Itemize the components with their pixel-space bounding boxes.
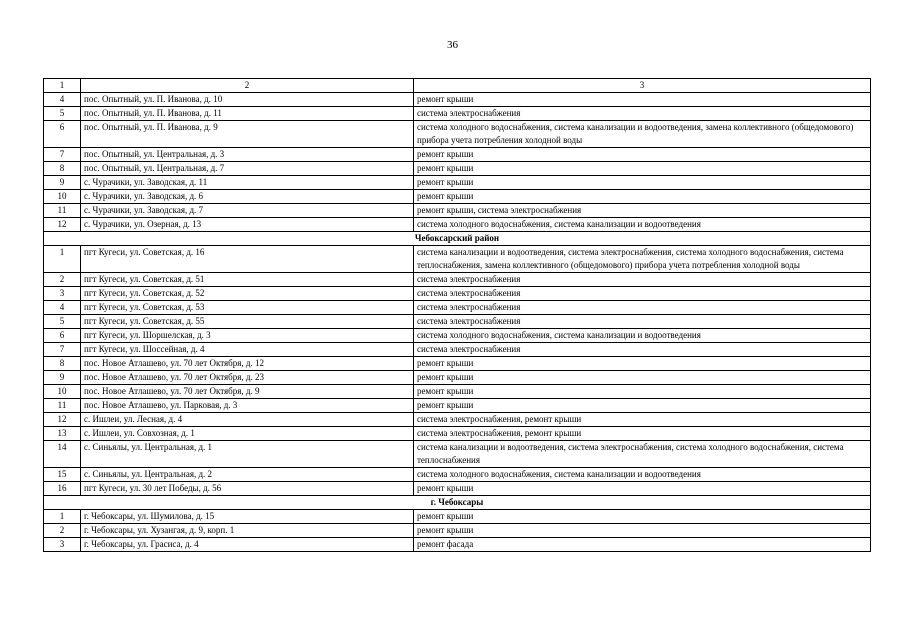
row-work-type: ремонт крыши — [414, 176, 871, 190]
row-work-type: система холодного водоснабжения, система канализации и водоотведения — [414, 329, 871, 343]
row-number: 2 — [44, 273, 81, 287]
table-row — [44, 107, 871, 121]
row-address: пос. Опытный, ул. П. Иванова, д. 10 — [81, 93, 414, 107]
row-number: 10 — [44, 385, 81, 399]
section-header-row — [44, 496, 871, 510]
row-work-type: ремонт крыши — [414, 399, 871, 413]
section-header-row — [44, 232, 871, 246]
table-row — [44, 162, 871, 176]
row-address: пгт Кугеси, ул. Советская, д. 51 — [81, 273, 414, 287]
row-work-type: система электроснабжения — [414, 301, 871, 315]
row-number: 3 — [44, 287, 81, 301]
table-row — [44, 538, 871, 552]
row-work-type: система электроснабжения — [414, 315, 871, 329]
row-address: с. Ишлеи, ул. Лесная, д. 4 — [81, 413, 414, 427]
table-row — [44, 273, 871, 287]
row-work-type: система электроснабжения, ремонт крыши — [414, 427, 871, 441]
row-address: г. Чебоксары, ул. Хузангая, д. 9, корп. 1 — [81, 524, 414, 538]
row-address: с. Ишлеи, ул. Совхозная, д. 1 — [81, 427, 414, 441]
row-number: 5 — [44, 107, 81, 121]
table-body — [44, 79, 871, 552]
row-address: пос. Опытный, ул. П. Иванова, д. 11 — [81, 107, 414, 121]
row-number: 5 — [44, 315, 81, 329]
row-address: пос. Опытный, ул. Центральная, д. 7 — [81, 162, 414, 176]
row-number: 12 — [44, 218, 81, 232]
table-row — [44, 329, 871, 343]
row-address: с. Чурачики, ул. Озерная, д. 13 — [81, 218, 414, 232]
row-address: пос. Новое Атлашево, ул. 70 лет Октября, д. 12 — [81, 357, 414, 371]
row-address: г. Чебоксары, ул. Грасиса, д. 4 — [81, 538, 414, 552]
row-number: 8 — [44, 162, 81, 176]
table-row — [44, 218, 871, 232]
row-work-type: ремонт крыши — [414, 482, 871, 496]
row-number: 1 — [44, 246, 81, 273]
table-row — [44, 524, 871, 538]
row-work-type: система электроснабжения — [414, 273, 871, 287]
table-row — [44, 315, 871, 329]
row-address: пос. Опытный, ул. Центральная, д. 3 — [81, 148, 414, 162]
row-work-type: система электроснабжения — [414, 107, 871, 121]
row-address: г. Чебоксары, ул. Шумилова, д. 15 — [81, 510, 414, 524]
row-address: пгт Кугеси, ул. Шоршелская, д. 3 — [81, 329, 414, 343]
table-row — [44, 343, 871, 357]
table-row — [44, 413, 871, 427]
row-address: с. Чурачики, ул. Заводская, д. 11 — [81, 176, 414, 190]
page-number: 36 — [447, 39, 458, 51]
row-number: 15 — [44, 468, 81, 482]
row-work-type: система электроснабжения — [414, 287, 871, 301]
table-row — [44, 468, 871, 482]
row-work-type: ремонт крыши, система электроснабжения — [414, 204, 871, 218]
row-number: 9 — [44, 176, 81, 190]
section-title: Чебоксарский район — [44, 232, 871, 246]
row-number: 10 — [44, 190, 81, 204]
row-number: 14 — [44, 441, 81, 468]
row-address: пгт Кугеси, ул. Советская, д. 53 — [81, 301, 414, 315]
table-row — [44, 427, 871, 441]
header-col-2: 2 — [81, 79, 414, 93]
table-row — [44, 93, 871, 107]
table-row — [44, 510, 871, 524]
row-address: пгт Кугеси, ул. Шоссейная, д. 4 — [81, 343, 414, 357]
repair-program-table — [43, 78, 871, 552]
row-number: 4 — [44, 93, 81, 107]
table-row — [44, 190, 871, 204]
header-row — [44, 79, 871, 93]
row-work-type: система канализации и водоотведения, система электроснабжения, система холодного водоснабжения, система теплоснабжения — [414, 441, 871, 468]
table-row — [44, 148, 871, 162]
row-work-type: система канализации и водоотведения, система электроснабжения, система холодного водоснабжения, система теплоснабжения, замена коллективного (общедомового) прибора учета потребления холодной воды — [414, 246, 871, 273]
row-address: пос. Новое Атлашево, ул. Парковая, д. 3 — [81, 399, 414, 413]
table-row — [44, 371, 871, 385]
table-row — [44, 176, 871, 190]
row-work-type: ремонт крыши — [414, 190, 871, 204]
row-number: 6 — [44, 329, 81, 343]
row-number: 9 — [44, 371, 81, 385]
table-row — [44, 204, 871, 218]
row-number: 11 — [44, 399, 81, 413]
table-row — [44, 357, 871, 371]
row-address: пос. Новое Атлашево, ул. 70 лет Октября, д. 23 — [81, 371, 414, 385]
table-row — [44, 385, 871, 399]
row-work-type: ремонт крыши — [414, 93, 871, 107]
row-number: 3 — [44, 538, 81, 552]
row-work-type: ремонт фасада — [414, 538, 871, 552]
row-number: 13 — [44, 427, 81, 441]
row-address: пгт Кугеси, ул. Советская, д. 16 — [81, 246, 414, 273]
table-row — [44, 482, 871, 496]
row-work-type: ремонт крыши — [414, 371, 871, 385]
row-address: с. Синьялы, ул. Центральная, д. 1 — [81, 441, 414, 468]
header-col-3: 3 — [414, 79, 871, 93]
row-work-type: ремонт крыши — [414, 148, 871, 162]
table-row — [44, 441, 871, 468]
row-number: 4 — [44, 301, 81, 315]
row-number: 7 — [44, 343, 81, 357]
row-work-type: система холодного водоснабжения, система канализации и водоотведения, замена коллективного (общедомового) прибора учета потребления холодной воды — [414, 121, 871, 148]
row-number: 11 — [44, 204, 81, 218]
row-number: 8 — [44, 357, 81, 371]
row-number: 12 — [44, 413, 81, 427]
row-work-type: система холодного водоснабжения, система канализации и водоотведения — [414, 218, 871, 232]
header-col-1: 1 — [44, 79, 81, 93]
row-number: 16 — [44, 482, 81, 496]
row-address: пос. Опытный, ул. П. Иванова, д. 9 — [81, 121, 414, 148]
row-address: с. Чурачики, ул. Заводская, д. 7 — [81, 204, 414, 218]
row-address: пгт Кугеси, ул. 30 лет Победы, д. 56 — [81, 482, 414, 496]
table-row — [44, 287, 871, 301]
row-work-type: ремонт крыши — [414, 162, 871, 176]
row-address: с. Чурачики, ул. Заводская, д. 6 — [81, 190, 414, 204]
table-row — [44, 399, 871, 413]
table-row — [44, 246, 871, 273]
row-address: пос. Новое Атлашево, ул. 70 лет Октября, д. 9 — [81, 385, 414, 399]
row-work-type: ремонт крыши — [414, 357, 871, 371]
row-number: 1 — [44, 510, 81, 524]
row-work-type: ремонт крыши — [414, 510, 871, 524]
row-work-type: ремонт крыши — [414, 524, 871, 538]
section-title: г. Чебоксары — [44, 496, 871, 510]
row-number: 7 — [44, 148, 81, 162]
table-row — [44, 301, 871, 315]
row-work-type: система электроснабжения — [414, 343, 871, 357]
row-number: 6 — [44, 121, 81, 148]
table-row — [44, 121, 871, 148]
row-work-type: система холодного водоснабжения, система канализации и водоотведения — [414, 468, 871, 482]
row-work-type: система электроснабжения, ремонт крыши — [414, 413, 871, 427]
row-work-type: ремонт крыши — [414, 385, 871, 399]
row-address: пгт Кугеси, ул. Советская, д. 52 — [81, 287, 414, 301]
row-address: с. Синьялы, ул. Центральная, д. 2 — [81, 468, 414, 482]
row-number: 2 — [44, 524, 81, 538]
row-address: пгт Кугеси, ул. Советская, д. 55 — [81, 315, 414, 329]
